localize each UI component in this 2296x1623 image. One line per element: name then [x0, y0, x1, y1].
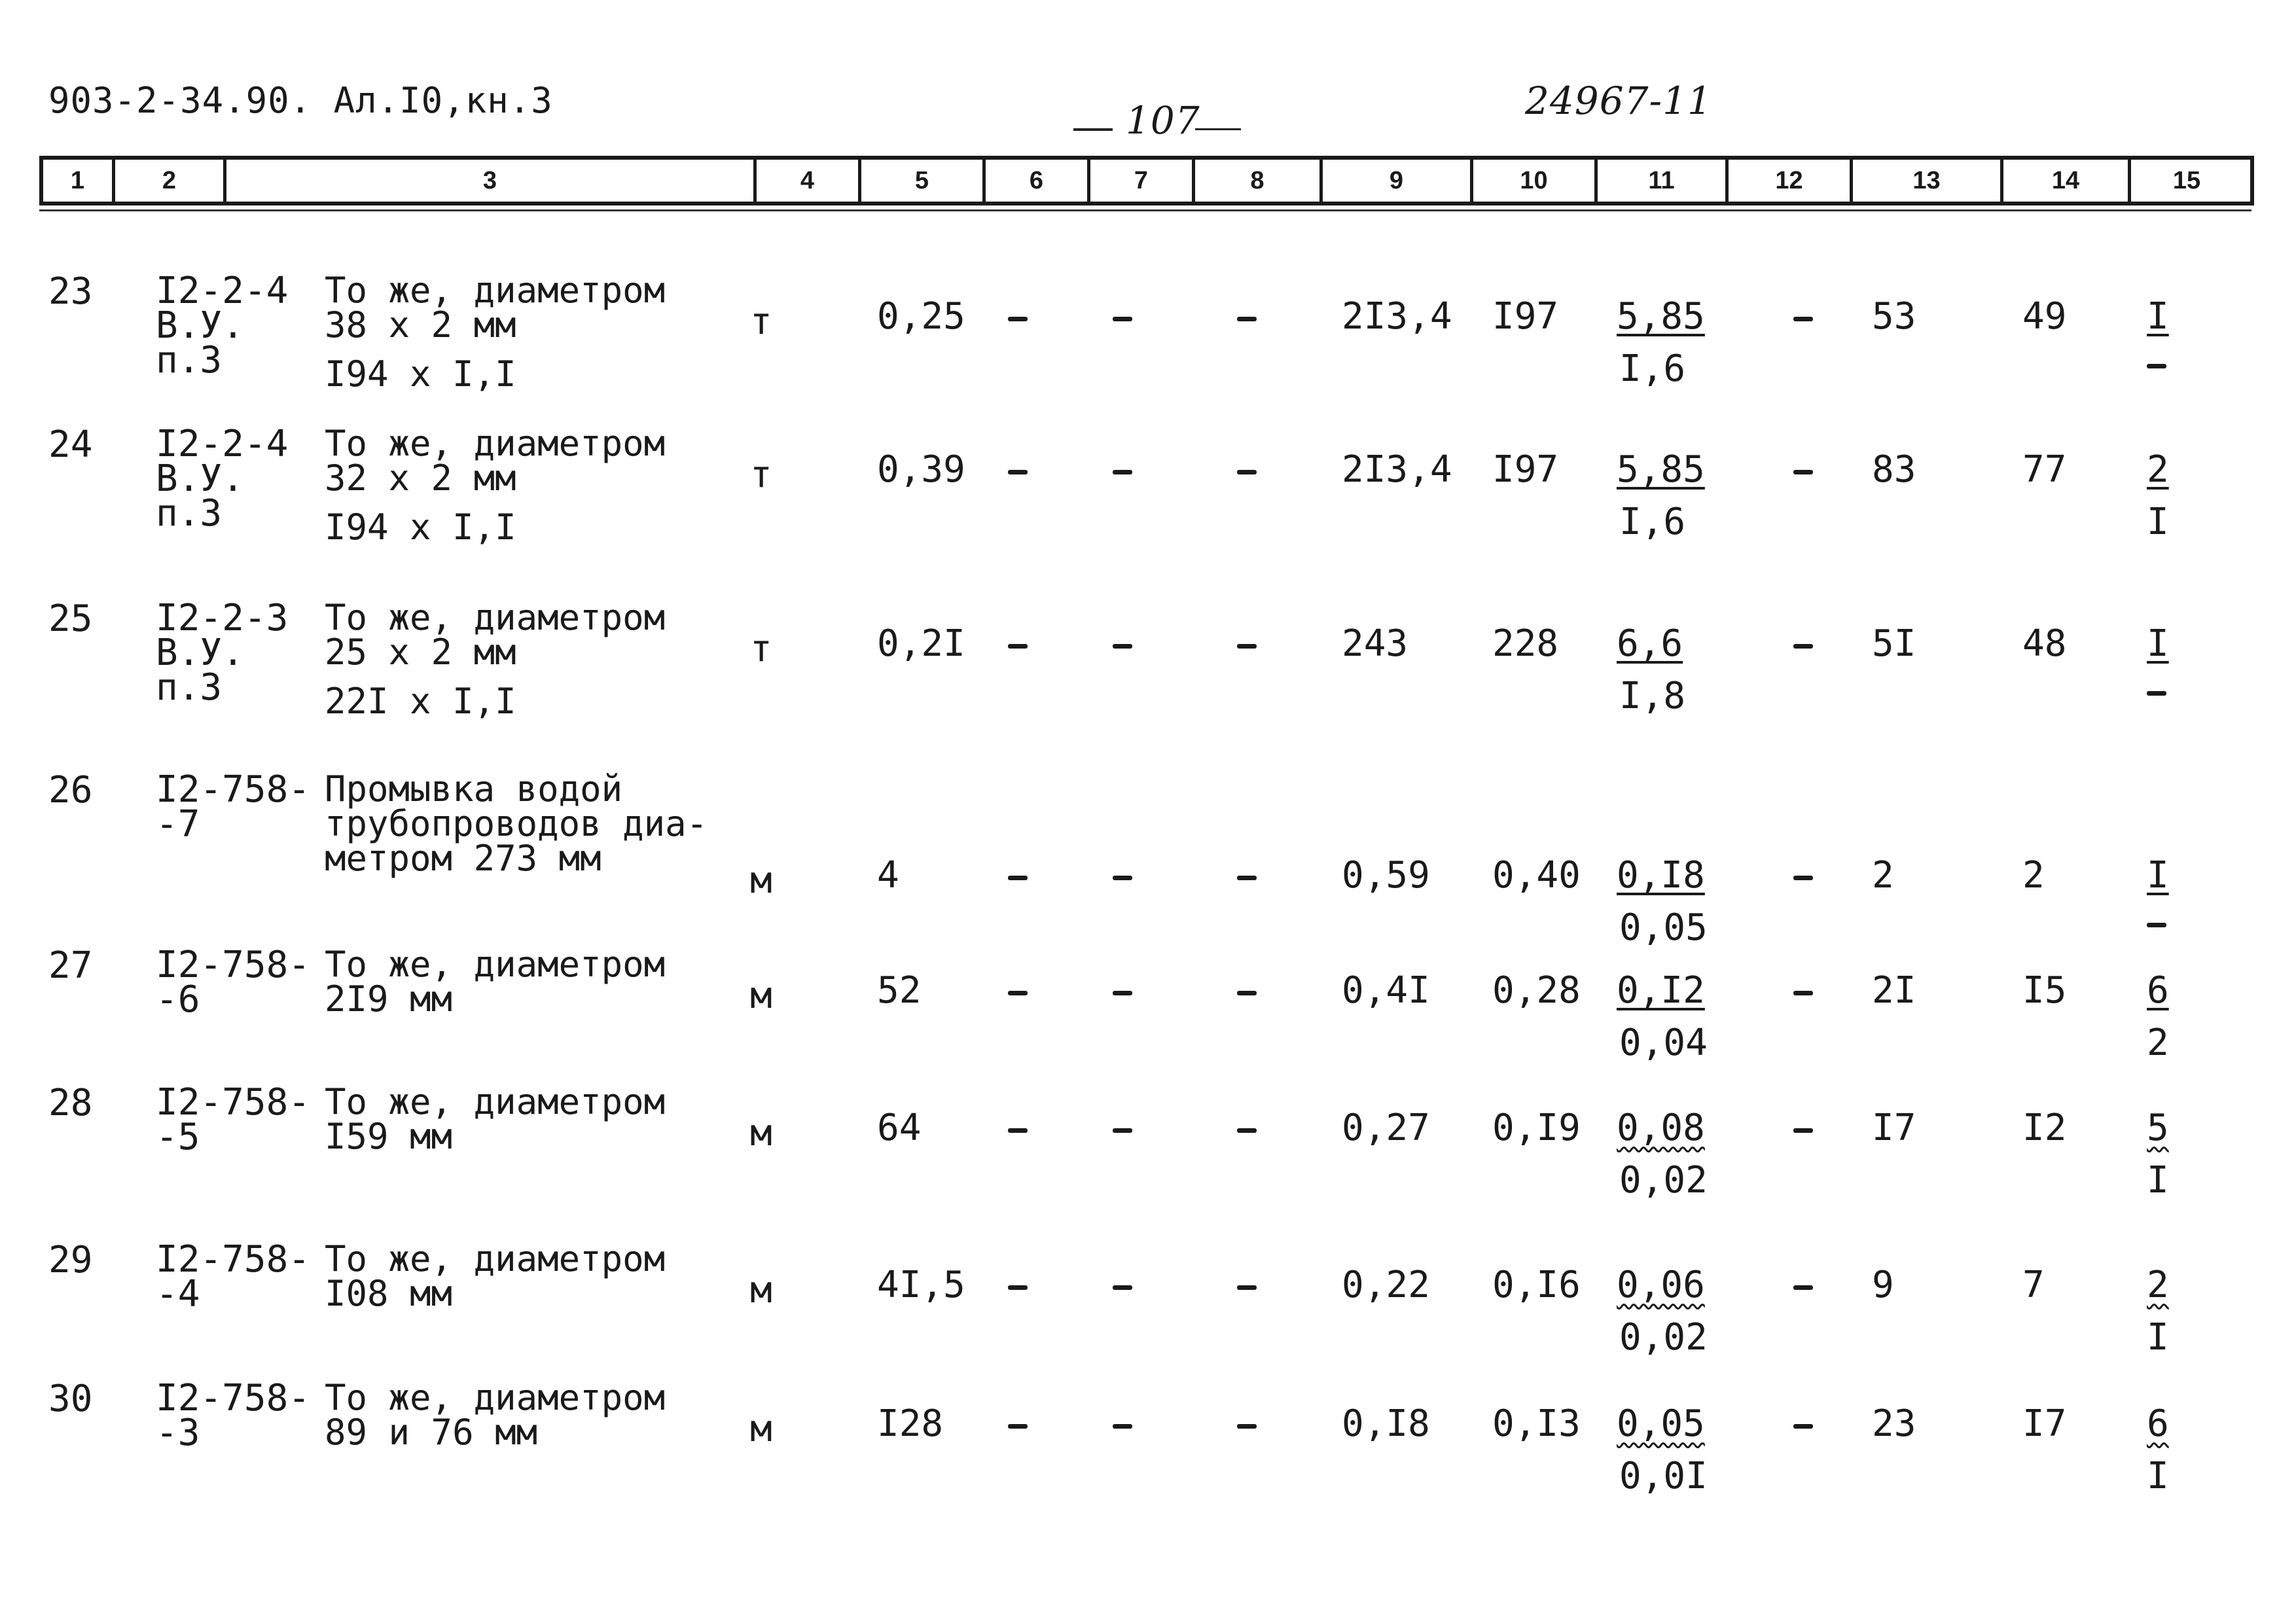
machine-wage: 0,02 [1619, 1159, 1708, 1202]
empty-dash-c6 [1008, 991, 1028, 995]
unit: м [750, 1408, 772, 1450]
work-description: То же, диаметром 89 и 76 мм [325, 1377, 666, 1453]
unit-wage: 0,28 [1492, 969, 1581, 1012]
machine-total: 5 [2147, 1107, 2169, 1149]
machine-cost: 5,85 [1617, 448, 1705, 491]
empty-dash-c6 [1008, 1424, 1028, 1429]
machine-total: I [2147, 622, 2169, 665]
empty-dash-c6 [1008, 317, 1028, 321]
unit-cost: 0,I8 [1342, 1402, 1430, 1445]
machine-wage: 0,05 [1619, 906, 1708, 949]
unit-cost: 2I3,4 [1342, 448, 1452, 491]
column-number-8: 8 [1195, 160, 1323, 202]
machine-wage: I,6 [1619, 348, 1686, 390]
column-number-13: 13 [1853, 160, 2003, 202]
empty-dash-c7 [1113, 644, 1132, 649]
work-description: То же, диаметром 32 х 2 мм [325, 423, 666, 499]
column-number-2: 2 [115, 160, 226, 202]
machine-wage-total: I [2147, 501, 2169, 543]
quantity: 0,25 [877, 295, 965, 338]
inventory-number: 24967-11 [1525, 79, 1712, 123]
quantity: 0,39 [877, 448, 965, 491]
row-number: 28 [48, 1082, 93, 1124]
norm-code: I2-758- -6 [156, 944, 311, 1022]
empty-dash-c6 [1008, 644, 1028, 649]
machine-wage-total: 2 [2147, 1022, 2169, 1064]
column-number-9: 9 [1323, 160, 1473, 202]
machine-cost: 5,85 [1617, 295, 1705, 338]
unit: м [750, 859, 772, 902]
quantity: 4I,5 [877, 1264, 965, 1306]
machine-total: 6 [2147, 1402, 2169, 1445]
total-wage: 49 [2022, 295, 2067, 338]
empty-dash-c12 [1793, 1128, 1813, 1133]
work-description: То же, диаметром 2I9 мм [325, 944, 666, 1020]
row-number: 30 [48, 1378, 93, 1420]
unit: т [750, 628, 772, 670]
empty-dash-c12 [1793, 317, 1813, 321]
unit-wage: I97 [1492, 295, 1559, 338]
machine-total: I [2147, 295, 2169, 338]
column-number-7: 7 [1090, 160, 1195, 202]
empty-dash-c7 [1113, 1128, 1132, 1133]
total-cost: 23 [1872, 1402, 1916, 1445]
machine-wage: I,6 [1619, 501, 1686, 543]
total-cost: 2 [1872, 854, 1894, 897]
unit-wage: 0,I3 [1492, 1402, 1581, 1445]
machine-total: I [2147, 854, 2169, 897]
unit-cost: 2I3,4 [1342, 295, 1452, 338]
empty-dash-c12 [1793, 1285, 1813, 1290]
total-cost: I7 [1872, 1107, 1916, 1149]
empty-dash-c8 [1237, 1424, 1257, 1429]
empty-dash-c7 [1113, 1285, 1132, 1290]
price-coefficient: I94 х I,I [325, 507, 516, 548]
empty-dash-c8 [1237, 644, 1257, 649]
machine-cost: 0,06 [1617, 1264, 1705, 1306]
empty-dash-c7 [1113, 470, 1132, 474]
machine-wage-total-dash [2147, 691, 2166, 696]
empty-dash-c12 [1793, 470, 1813, 474]
row-number: 24 [48, 423, 93, 466]
machine-total: 2 [2147, 1264, 2169, 1306]
empty-dash-c7 [1113, 991, 1132, 995]
norm-code: I2-2-3 В.У. п.3 [156, 597, 289, 709]
norm-code: I2-2-4 В.У. п.3 [156, 270, 289, 382]
work-description: Промывка водой трубопроводов диа- метром 273 мм [325, 768, 708, 879]
total-wage: 2 [2022, 854, 2045, 897]
total-wage: I7 [2022, 1402, 2067, 1445]
column-number-12: 12 [1729, 160, 1853, 202]
unit: т [750, 300, 772, 343]
quantity: I28 [877, 1402, 944, 1445]
page-number: 107 [1126, 98, 1200, 143]
machine-cost: 0,I2 [1617, 969, 1705, 1012]
total-wage: 7 [2022, 1264, 2045, 1306]
page-number-dash-right [1195, 128, 1241, 130]
machine-cost: 6,6 [1617, 622, 1683, 665]
row-number: 27 [48, 944, 93, 987]
empty-dash-c6 [1008, 1128, 1028, 1133]
empty-dash-c12 [1793, 1424, 1813, 1429]
total-cost: 83 [1872, 448, 1916, 491]
unit-wage: 228 [1492, 622, 1559, 665]
unit-cost: 0,59 [1342, 854, 1430, 897]
machine-wage: 0,02 [1619, 1316, 1708, 1359]
empty-dash-c12 [1793, 991, 1813, 995]
page-number-dash [1073, 128, 1113, 131]
total-wage: I2 [2022, 1107, 2067, 1149]
empty-dash-c6 [1008, 1285, 1028, 1290]
unit-wage: 0,I6 [1492, 1264, 1581, 1306]
empty-dash-c12 [1793, 876, 1813, 880]
column-number-11: 11 [1598, 160, 1729, 202]
empty-dash-c7 [1113, 317, 1132, 321]
total-cost: 53 [1872, 295, 1916, 338]
unit-wage: 0,40 [1492, 854, 1581, 897]
total-wage: I5 [2022, 969, 2067, 1012]
machine-wage: 0,0I [1619, 1455, 1708, 1497]
header-bottom-rule [39, 209, 2251, 211]
empty-dash-c8 [1237, 1285, 1257, 1290]
document-code: 903-2-34.90. Ал.I0,кн.3 [48, 80, 553, 121]
empty-dash-c8 [1237, 876, 1257, 880]
price-coefficient: I94 х I,I [325, 353, 516, 395]
empty-dash-c7 [1113, 876, 1132, 880]
quantity: 4 [877, 854, 899, 897]
unit: т [750, 454, 772, 496]
machine-cost: 0,08 [1617, 1107, 1705, 1149]
quantity: 64 [877, 1107, 922, 1149]
machine-wage: I,8 [1619, 675, 1686, 717]
unit: м [750, 1269, 772, 1311]
work-description: То же, диаметром I59 мм [325, 1081, 666, 1157]
row-number: 25 [48, 597, 93, 640]
norm-code: I2-758- -5 [156, 1081, 311, 1159]
empty-dash-c12 [1793, 644, 1813, 649]
machine-wage-total-dash [2147, 923, 2166, 927]
column-number-15: 15 [2172, 166, 2201, 194]
column-number-4: 4 [757, 160, 861, 202]
machine-wage: 0,04 [1619, 1022, 1708, 1064]
column-number-10: 10 [1473, 160, 1598, 202]
empty-dash-c8 [1237, 470, 1257, 474]
total-cost: 9 [1872, 1264, 1894, 1306]
price-coefficient: 22I х I,I [325, 681, 516, 722]
empty-dash-c6 [1008, 876, 1028, 880]
column-number-3: 3 [226, 160, 757, 202]
machine-cost: 0,I8 [1617, 854, 1705, 897]
empty-dash-c8 [1237, 317, 1257, 321]
unit-cost: 0,27 [1342, 1107, 1430, 1149]
column-number-1: 1 [43, 160, 115, 202]
unit-cost: 0,4I [1342, 969, 1430, 1012]
column-number-6: 6 [986, 160, 1090, 202]
empty-dash-c7 [1113, 1424, 1132, 1429]
unit: м [750, 974, 772, 1017]
quantity: 52 [877, 969, 922, 1012]
empty-dash-c8 [1237, 1128, 1257, 1133]
machine-wage-total: I [2147, 1455, 2169, 1497]
column-number-header [39, 156, 2254, 205]
norm-code: I2-758- -4 [156, 1238, 311, 1316]
column-number-14: 14 [2003, 160, 2131, 202]
machine-wage-total: I [2147, 1159, 2169, 1202]
unit-wage: I97 [1492, 448, 1559, 491]
total-cost: 5I [1872, 622, 1916, 665]
work-description: То же, диаметром 25 х 2 мм [325, 597, 666, 673]
machine-wage-total: I [2147, 1316, 2169, 1359]
work-description: То же, диаметром I08 мм [325, 1238, 666, 1314]
row-number: 23 [48, 270, 93, 313]
total-wage: 77 [2022, 448, 2067, 491]
machine-wage-total-dash [2147, 364, 2166, 368]
unit-cost: 0,22 [1342, 1264, 1430, 1306]
total-wage: 48 [2022, 622, 2067, 665]
empty-dash-c6 [1008, 470, 1028, 474]
row-number: 26 [48, 769, 93, 812]
machine-total: 6 [2147, 969, 2169, 1012]
column-number-5: 5 [861, 160, 986, 202]
empty-dash-c8 [1237, 991, 1257, 995]
machine-cost: 0,05 [1617, 1402, 1705, 1445]
norm-code: I2-758- -3 [156, 1377, 311, 1455]
norm-code: I2-2-4 В.У. п.3 [156, 423, 289, 535]
unit: м [750, 1112, 772, 1154]
total-cost: 2I [1872, 969, 1916, 1012]
quantity: 0,2I [877, 622, 965, 665]
work-description: То же, диаметром 38 х 2 мм [325, 270, 666, 346]
norm-code: I2-758- -7 [156, 768, 311, 846]
machine-total: 2 [2147, 448, 2169, 491]
unit-cost: 243 [1342, 622, 1408, 665]
row-number: 29 [48, 1239, 93, 1281]
unit-wage: 0,I9 [1492, 1107, 1581, 1149]
